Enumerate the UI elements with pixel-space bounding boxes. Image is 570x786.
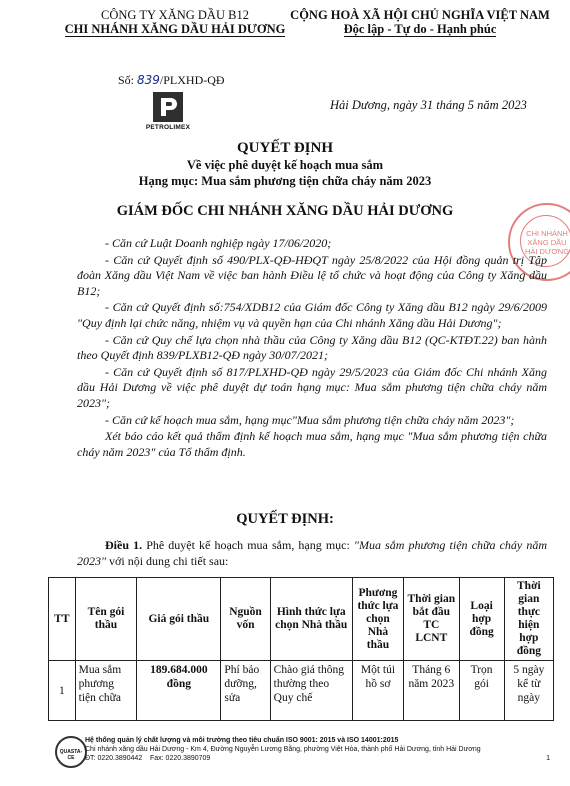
page-number: 1 xyxy=(546,755,550,762)
logo-caption: PETROLIMEX xyxy=(145,124,191,131)
decision-heading: QUYẾT ĐỊNH: xyxy=(236,511,334,527)
basis-item: - Căn cứ Quyết định số 490/PLX-QĐ-HĐQT ngày 25/8/2022 của Hội đồng quản trị Tập đoàn Xăng dầu Việt Nam về việc ban hành Điều lệ tổ chức và hoạt động của Công ty Xăng dầu B12; xyxy=(77,252,547,298)
footer-address: Chi nhánh xăng dầu Hải Dương - Km 4, Đường Nguyễn Lương Bằng, phường Việt Hòa, thành phố Hải Dương, tỉnh Hải Dương xyxy=(85,746,481,753)
seal-line-1: CHI NHÁNH xyxy=(526,229,568,238)
place-date: Hải Dương, ngày 31 tháng 5 năm 2023 xyxy=(330,98,527,112)
table-cell: Chào giá thông thường theo Quy chế xyxy=(270,661,352,721)
basis-item: - Căn cứ Quyết định số 817/PLXHD-QĐ ngày 29/5/2023 của Giám đốc Chi nhánh Xăng dầu Hải Dương về việc phê duyệt dự toán hạng mục: Mua sắm phương tiện chữa cháy năm 2023"; xyxy=(77,364,547,410)
cert-logo-text: QUASTA-CE xyxy=(59,749,83,761)
branch-name: CHI NHÁNH XĂNG DẦU HẢI DƯƠNG xyxy=(64,22,286,36)
table-cell: Tháng 6 năm 2023 xyxy=(404,661,459,721)
header-cell: Thời gian bắt đầu TC LCNT xyxy=(404,578,459,661)
number-suffix: /PLXHD-QĐ xyxy=(159,73,225,87)
article-item: "Mua sắm phương tiện chữa cháy năm 2023" xyxy=(77,538,547,568)
table-cell: 189.684.000 đồng xyxy=(137,661,221,721)
national-header xyxy=(285,8,555,37)
quasta-cert-icon xyxy=(55,736,87,768)
article-text: Phê duyệt kế hoạch mua sắm, hạng mục: xyxy=(142,538,354,552)
header-cell: Tên gói thầu xyxy=(75,578,137,661)
basis-item: - Căn cứ Luật Doanh nghiệp ngày 17/06/2020; xyxy=(105,236,332,250)
basis-item: - Căn cứ Quy chế lựa chọn nhà thầu của Công ty Xăng dầu B12 (QC-KTĐT.22) ban hành theo Quyết định 839/PLXB12-QĐ ngày 30/07/2021; xyxy=(77,332,547,363)
article-1 xyxy=(77,538,547,569)
seal-line-2: XĂNG DẦU xyxy=(527,238,567,247)
table-cell: Mua sắm phương tiện chữa xyxy=(75,661,137,721)
document-number xyxy=(118,73,225,88)
page-footer xyxy=(85,736,550,763)
table-header-row xyxy=(49,578,554,661)
table-cell: 1 xyxy=(49,661,76,721)
document-item: Hạng mục: Mua sắm phương tiện chữa cháy năm 2023 xyxy=(138,174,432,188)
article-label: Điều 1. xyxy=(105,538,143,552)
header-cell: Hình thức lựa chọn Nhà thầu xyxy=(270,578,352,661)
review-note: Xét báo cáo kết quả thẩm định kế hoạch mua sắm, hạng mục "Mua sắm phương tiện chữa cháy năm 2023" của Tổ thẩm định. xyxy=(77,429,547,459)
header-cell: Phương thức lựa chọn Nhà thầu xyxy=(352,578,403,661)
footer-contact xyxy=(85,754,550,763)
footer-fax: Fax: 0220.3890709 xyxy=(150,755,211,762)
header-cell: Thời gian thực hiện hợp đồng xyxy=(504,578,553,661)
legal-bases xyxy=(77,236,547,460)
header-cell: TT xyxy=(49,578,76,661)
motto: Độc lập - Tự do - Hạnh phúc xyxy=(343,22,497,36)
header-cell: Loại hợp đồng xyxy=(459,578,504,661)
number-prefix: Số: xyxy=(118,73,135,87)
document-title: QUYẾT ĐỊNH xyxy=(237,140,333,156)
footer-iso: Hệ thống quản lý chất lượng và môi trường theo tiêu chuẩn ISO 9001: 2015 và ISO 14001:2015 xyxy=(85,737,399,744)
table-cell: Một túi hồ sơ xyxy=(352,661,403,721)
document-subject: Về việc phê duyệt kế hoạch mua sắm xyxy=(186,158,384,172)
basis-item: - Căn cứ Quyết định số:754/XDB12 của Giám đốc Công ty Xăng dầu B12 ngày 29/6/2009 "Quy định lại chức năng, nhiệm vụ và quyền hạn của Chi nhánh Xăng dầu Hải Dương"; xyxy=(77,300,547,330)
table-cell: 5 ngày kể từ ngày xyxy=(504,661,553,721)
table-cell: Phí bảo dưỡng, sửa xyxy=(221,661,270,721)
header-cell: Giá gói thầu xyxy=(137,578,221,661)
company-name: CÔNG TY XĂNG DẦU B12 xyxy=(101,8,249,22)
procurement-table xyxy=(48,577,554,721)
seal-line-3: HẢI DƯƠNG xyxy=(524,247,570,256)
header-cell: Nguồn vốn xyxy=(221,578,270,661)
issuer-block xyxy=(60,8,290,37)
director-heading: GIÁM ĐỐC CHI NHÁNH XĂNG DẦU HẢI DƯƠNG xyxy=(116,203,454,219)
nation-name: CỘNG HOÀ XÃ HỘI CHỦ NGHĨA VIỆT NAM xyxy=(290,8,550,22)
article-tail: với nội dung chi tiết sau: xyxy=(106,553,229,568)
table-cell: Trọn gói xyxy=(459,661,504,721)
table-row xyxy=(49,661,554,721)
number-handwritten: 839 xyxy=(137,73,160,87)
petrolimex-logo xyxy=(143,92,193,131)
petrolimex-logo-icon xyxy=(153,92,183,122)
footer-phone: ĐT: 0220.3890442 xyxy=(85,755,143,762)
basis-item: - Căn cứ kế hoạch mua sắm, hạng mục"Mua sắm phương tiện chữa cháy năm 2023"; xyxy=(105,412,515,427)
